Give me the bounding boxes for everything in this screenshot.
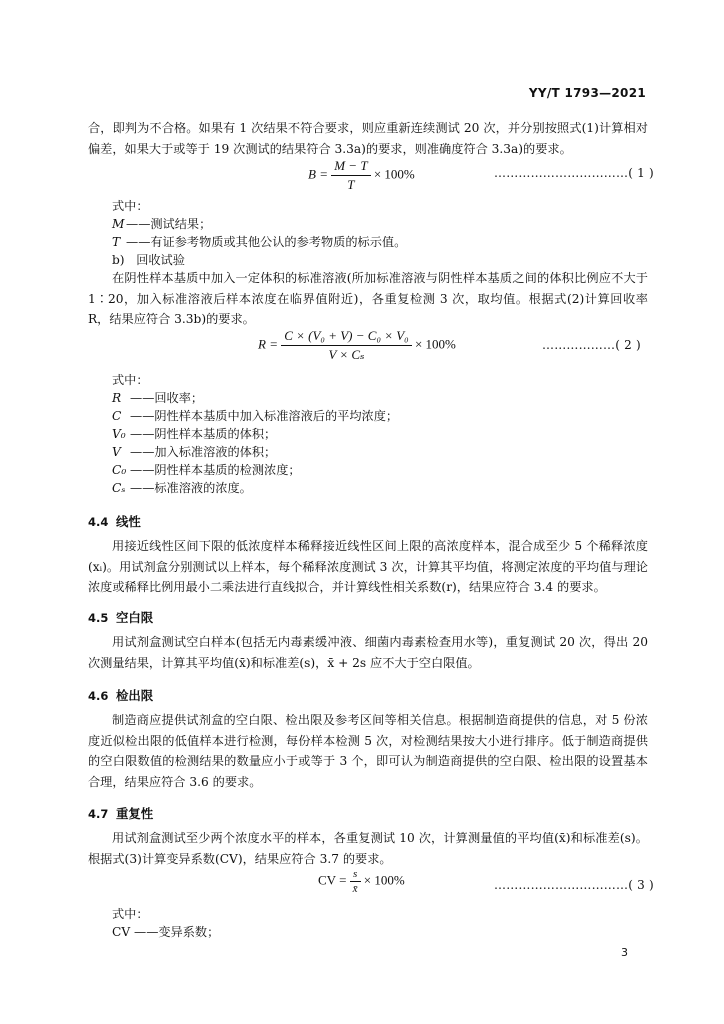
section-4-5-body: 用试剂盒测试空白样本(包括无内毒素缓冲液、细菌内毒素检查用水等)，重复测试 20 次，得出 20 次测量结果，计算其平均值(x̄)和标准差(s)，x̄ + 2s 应不大于空白限值。 — [88, 635, 648, 670]
formula-1-tail: × 100% — [373, 166, 415, 182]
section-4-7-heading: 4.7 重复性 — [88, 806, 154, 821]
formula-3-numerator: s — [350, 868, 361, 882]
section-4-4-heading: 4.4 线性 — [88, 514, 141, 529]
section-4-6-heading: 4.6 检出限 — [88, 688, 154, 703]
where-item: V₀ ——阴性样本基质的体积； — [112, 427, 277, 441]
paragraph-recovery: 在阴性样本基质中加入一定体积的标准溶液(所加标准溶液与阴性样本基质之间的体积比例应不大于 1∶20，加入标准溶液后样本浓度在临界值附近)，各重复检测 3 次，取均值。根据式(2)计算回收率 R，结果应符合 3.3b)的要求。 — [88, 271, 648, 326]
formula-2 — [258, 328, 456, 363]
equation-number-1: ……………………………( 1 ) — [494, 166, 654, 180]
section-4-6-body: 制造商应提供试剂盒的空白限、检出限及参考区间等相关信息。根据制造商提供的信息，对 5 份浓度近似检出限的低值样本进行检测，每份样本检测 5 次，对检测结果按大小进行排序。低于制造商提供的空白限数值的检测结果的数量应小于或等于 3 个，即可认为制造商提供的空白限、检出限的设置基本合理，结果应符合 3.6 的要求。 — [88, 713, 648, 789]
subsection-b-heading: b) 回收试验 — [112, 253, 185, 267]
formula-2-lhs: R = — [258, 336, 278, 352]
formula-1-fraction — [331, 158, 370, 193]
formula-3-tail: × 100% — [363, 872, 405, 888]
where-item: CV ——变异系数； — [112, 925, 220, 939]
section-4-7-body: 用试剂盒测试至少两个浓度水平的样本，各重复测试 10 次，计算测量值的平均值(x̄)和标准差(s)。根据式(3)计算变异系数(CV)，结果应符合 3.7 的要求。 — [88, 831, 648, 866]
formula-1-denominator: T — [347, 177, 355, 192]
formula-2-denominator: V × Cₛ — [328, 347, 365, 362]
page-number: 3 — [621, 946, 628, 959]
where-item: C ——阴性样本基质中加入标准溶液后的平均浓度； — [112, 409, 399, 423]
where-item: M ——测试结果； — [112, 217, 212, 231]
formula-2-numerator: C × (V₀ + V) − C₀ × V₀ — [281, 328, 411, 346]
standard-code-header: YY/T 1793—2021 — [528, 86, 646, 100]
where-item: Cₛ ——标准溶液的浓度。 — [112, 481, 252, 495]
where-label-3: 式中： — [112, 907, 149, 921]
formula-3-denominator: x̄ — [352, 883, 358, 895]
section-4-4-body: 用接近线性区间下限的低浓度样本稀释接近线性区间上限的高浓度样本，混合成至少 5 个稀释浓度(xᵢ)。用试剂盒分别测试以上样本，每个稀释浓度测试 3 次，计算其平均值，将测定浓度的平均值与理论浓度或稀释比例用最小二乘法进行直线拟合，并计算线性相关系数(r)，结果应符合 3.4 的要求。 — [88, 539, 648, 594]
equation-number-3: ……………………………( 3 ) — [494, 878, 654, 892]
where-item: R ——回收率； — [112, 391, 204, 405]
paragraph-accuracy-cont: 合，即判为不合格。如果有 1 次结果不符合要求，则应重新连续测试 20 次，并分别按照式(1)计算相对偏差，如果大于或等于 19 次测试的结果符合 3.3a)的要求，则准确度符合 3.3a)的要求。 — [88, 121, 648, 156]
formula-2-fraction — [281, 328, 411, 363]
formula-3-lhs: CV = — [318, 872, 347, 888]
where-label-2: 式中： — [112, 373, 149, 387]
formula-2-tail: × 100% — [414, 336, 456, 352]
formula-1-numerator: M − T — [331, 158, 370, 176]
where-item: T ——有证参考物质或其他公认的参考物质的标示值。 — [112, 235, 407, 249]
equation-number-2: ………………( 2 ) — [542, 338, 641, 352]
formula-1 — [308, 158, 415, 193]
where-label-1: 式中： — [112, 199, 149, 213]
section-4-5-heading: 4.5 空白限 — [88, 610, 154, 625]
formula-3 — [318, 868, 405, 895]
formula-1-lhs: B = — [308, 166, 328, 182]
where-item: C₀ ——阴性样本基质的检测浓度； — [112, 463, 301, 477]
where-item: V ——加入标准溶液的体积； — [112, 445, 277, 459]
formula-3-fraction — [350, 868, 361, 895]
